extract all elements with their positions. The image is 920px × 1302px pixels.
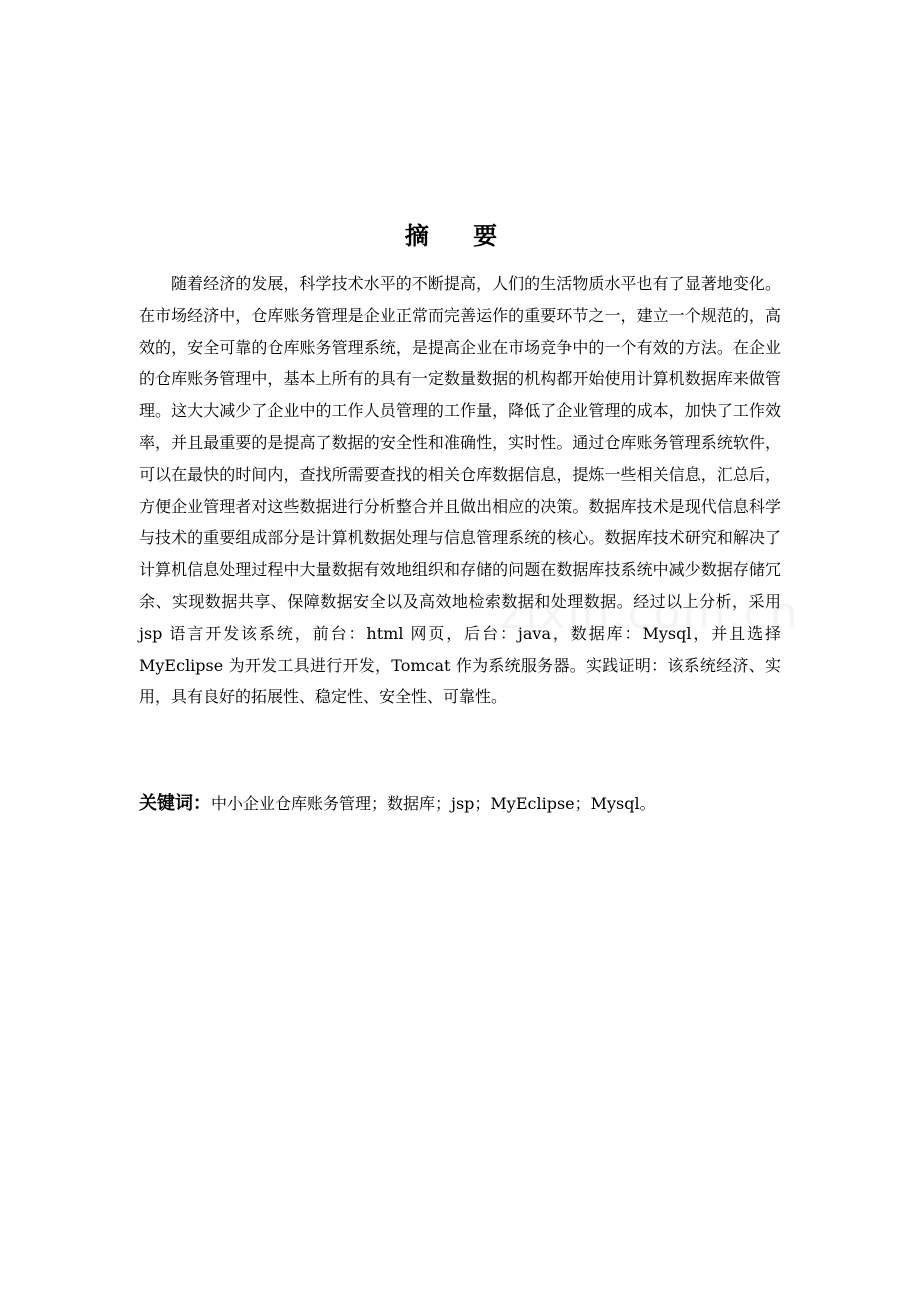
abstract-title: 摘 要 — [404, 222, 516, 250]
abstract-body: 随着经济的发展，科学技术水平的不断提高，人们的生活物质水平也有了显著地变化。在市场经济中，仓库账务管理是企业正常而完善运作的重要环节之一，建立一个规范的，高效的，安全可靠的仓库账务管理系统，是提高企业在市场竞争中的一个有效的方法。在企业的仓库账务管理中，基本上所有的具有一定数量数据的机构都开始使用计算机数据库来做管理。这大大减少了企业中的工作人员管理的工作量，降低了企业管理的成本，加快了工作效率，并且最重要的是提高了数据的安全性和准确性，实时性。通过仓库账务管理系统软件，可以在最快的时间内，查找所需要查找的相关仓库数据信息，提炼一些相关信息，汇总后，方便企业管理者对这些数据进行分析整合并且做出相应的决策。数据库技术是现代信息科学与技术的重要组成部分是计算机数据处理与信息管理系统的核心。数据库技术研究和解决了计算机信息处理过程中大量数据有效地组织和存储的问题在数据库技系统中减少数据存储冗余、实现数据共享、保障数据安全以及高效地检索数据和处理数据。经过以上分析，采用 jsp 语言开发该系统，前台：html 网页，后台：java，数据库：Mysql，并且选择 MyEclipse 为开发工具进行开发，Tomcat 作为系统服务器。实践证明：该系统经济、实用，具有良好的拓展性、稳定性、安全性、可靠性。 — [139, 274, 781, 707]
keywords-label: 关键词： — [139, 793, 211, 814]
keywords-value: 中小企业仓库账务管理；数据库；jsp；MyEclipse；Mysql。 — [211, 794, 656, 813]
keywords-line — [139, 788, 799, 820]
